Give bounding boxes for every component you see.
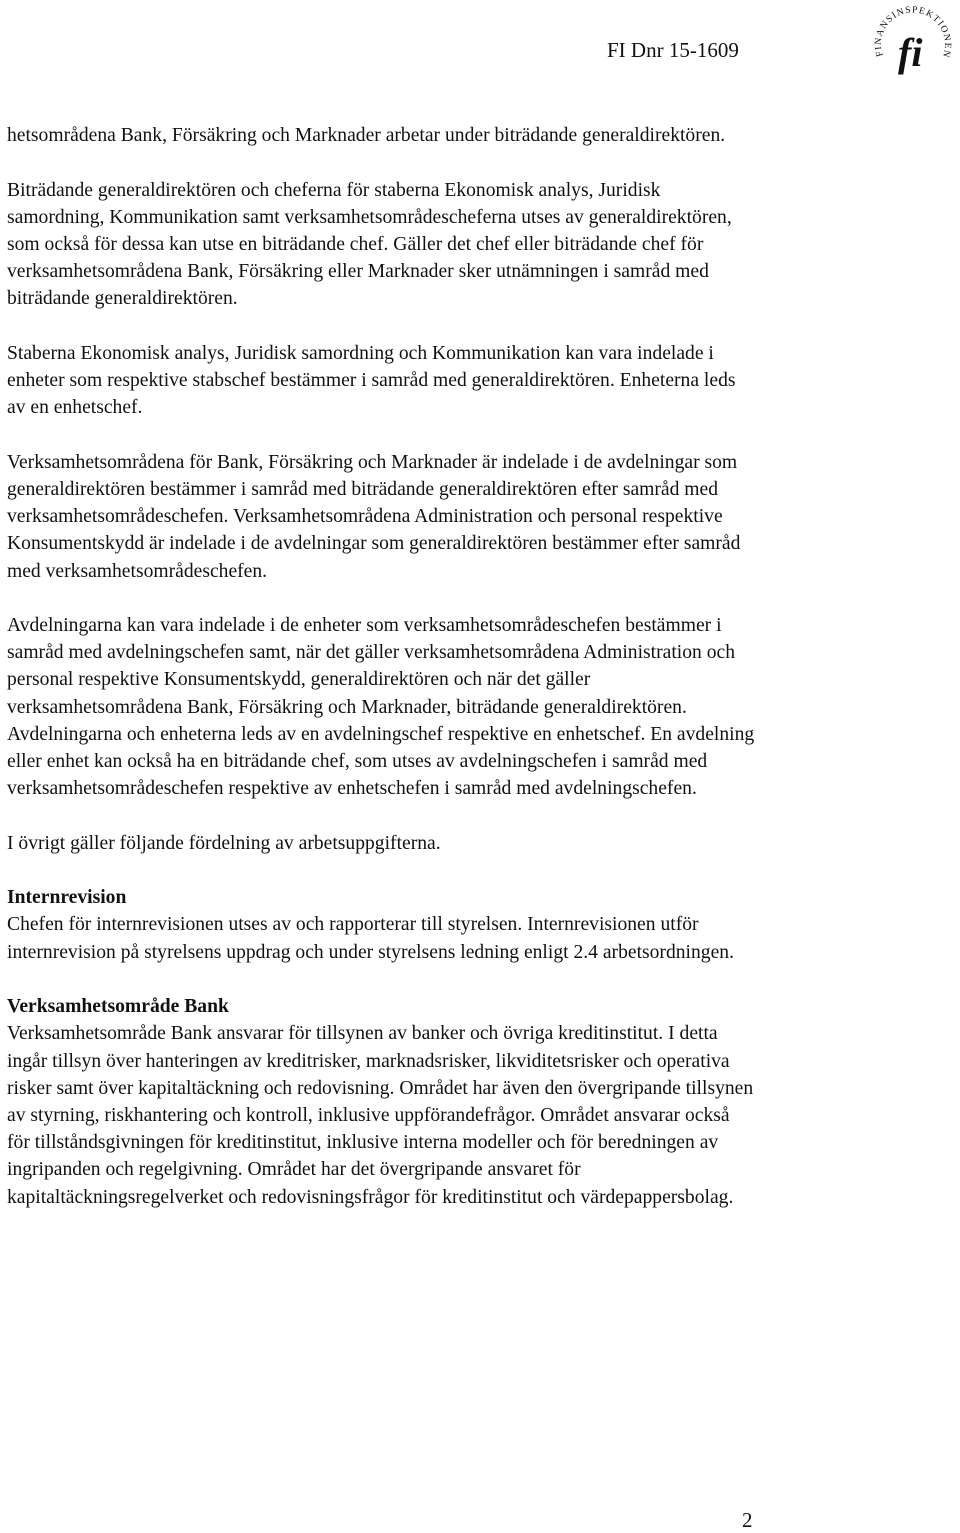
section-heading-bank: Verksamhetsområde Bank: [7, 996, 229, 1018]
page-number: 2: [742, 1508, 753, 1532]
document-body: [7, 122, 755, 1238]
section-heading-internrevision: Internrevision: [7, 887, 127, 909]
section-text-bank: Verksamhetsområde Bank ansvarar för tillsynen av banker och övriga kreditinstitut. I detta ingår tillsyn över hanteringen av kreditrisker, marknadsrisker, likviditetsrisker och operativa risker samt över kapitaltäckning och redovisning. Området har även den övergripande tillsynen av styrning, riskhantering och kontroll, inklusive uppförandefrågor. Området ansvarar också för tillståndsgivningen för kreditinstitut, inklusive interna modeller och för beredningen av ingripanden och regelgivning. Området har det övergripande ansvaret för kapitaltäckningsregelverket och redovisningsfrågor för kreditinstitut och värdepappersbolag.: [7, 1023, 754, 1208]
logo-mark: fi: [898, 30, 923, 75]
finansinspektionen-logo: [872, 0, 956, 84]
paragraph-3: Staberna Ekonomisk analys, Juridisk samordning och Kommunikation kan vara indelade i enheter som respektive stabschef bestämmer i samråd med generaldirektören. Enheterna leds av en enhetschef.: [7, 342, 736, 419]
logo-ring-text: FINANSINSPEKTIONEN: [873, 5, 953, 60]
document-number: FI Dnr 15-1609: [607, 38, 739, 62]
paragraph-4: Verksamhetsområdena för Bank, Försäkring och Marknader är indelade i de avdelningar som generaldirektören bestämmer i samråd med biträdande generaldirektören efter samråd med verksamhetsområdeschefen. Verksamhetsområdena Administration och personal respektive Konsumentskydd är indelade i de avdelningar som generaldirektören bestämmer efter samråd med verksamhetsområdeschefen.: [7, 451, 741, 582]
paragraph-6: I övrigt gäller följande fördelning av arbetsuppgifterna.: [7, 832, 441, 854]
paragraph-1: hetsområdena Bank, Försäkring och Marknader arbetar under biträdande generaldirektören.: [7, 125, 726, 146]
section-text-internrevision: Chefen för internrevisionen utses av och rapporterar till styrelsen. Internrevisionen utför internrevision på styrelsens uppdrag och under styrelsens ledning enligt 2.4 arbetsordningen.: [7, 914, 734, 963]
paragraph-5: Avdelningarna kan vara indelade i de enheter som verksamhetsområdeschefen bestämmer i samråd med avdelningschefen samt, när det gäller verksamhetsområdena Administration och personal respektive Konsumentskydd, generaldirektören och när det gäller verksamhetsområdena Bank, Försäkring och Marknader, biträdande generaldirektören. Avdelningarna och enheterna leds av en avdelningschef respektive en enhetschef. En avdelning eller enhet kan också ha en biträdande chef, som utses av avdelningschefen i samråd med verksamhetsområdeschefen respektive av enhetschefen i samråd med avdelningschefen.: [7, 615, 755, 800]
paragraph-2: Biträdande generaldirektören och cheferna för staberna Ekonomisk analys, Juridisk samordning, Kommunikation samt verksamhetsområdescheferna utses av generaldirektören, som också för dessa kan utse en biträdande chef. Gäller det chef eller biträdande chef för verksamhetsområdena Bank, Försäkring eller Marknader sker utnämningen i samråd med biträdande generaldirektören.: [7, 179, 732, 310]
